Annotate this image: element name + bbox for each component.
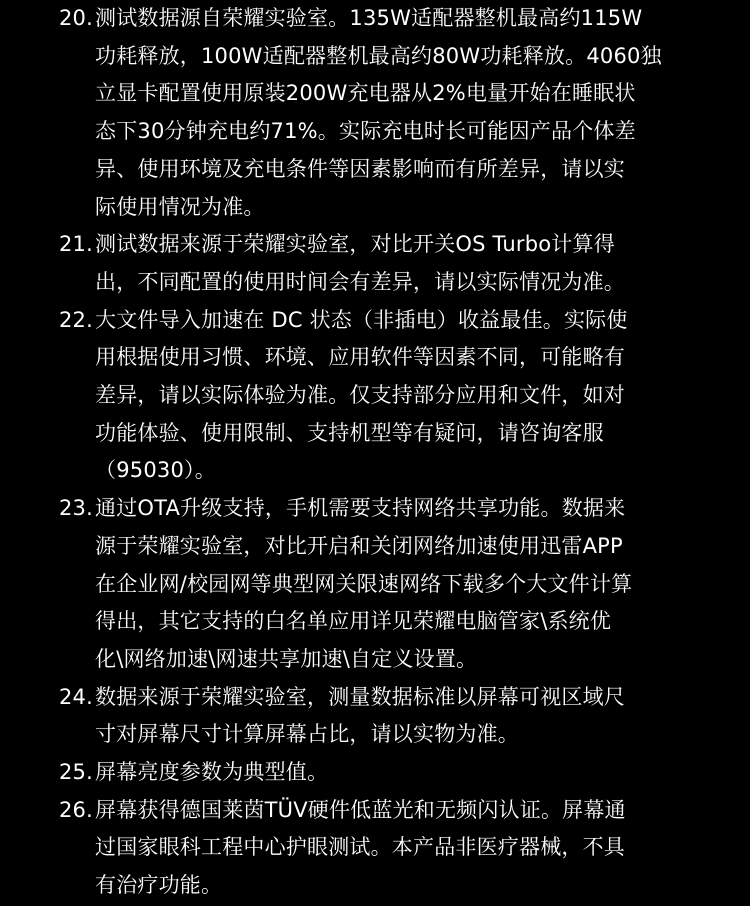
footnote-text (95, 754, 680, 792)
footnote-number: 26. (59, 797, 93, 822)
footnote-number: 23. (59, 496, 93, 521)
footnote-number: 22. (59, 307, 93, 332)
footnote-number: 25. (59, 760, 93, 785)
footnote-line: 有治疗功能。 (95, 873, 223, 898)
footnote-text (95, 679, 680, 754)
footnote-item (0, 0, 750, 226)
footnote-line: 测试数据来源于荣耀实验室，对比开关OS Turbo计算得 (95, 232, 615, 257)
footnote-line: 屏幕亮度参数为典型值。 (95, 760, 329, 785)
footnote-text (95, 792, 680, 905)
footnote-number: 20. (59, 6, 93, 30)
footnote-line: 得出，其它支持的白名单应用详见荣耀电脑管家\系统优 (95, 609, 612, 634)
footnote-line: 源于荣耀实验室，对比开启和关闭网络加速使用迅雷APP (95, 533, 623, 558)
footnote-text (95, 302, 680, 491)
footnote-line: 出，不同配置的使用时间会有差异，请以实际情况为准。 (95, 269, 625, 294)
footnote-line: 通过OTA升级支持，手机需要支持网络共享功能。数据来 (95, 496, 626, 521)
footnote-line: 用根据使用习惯、环境、应用软件等因素不同，可能略有 (95, 345, 625, 370)
footnote-line: 测试数据源自荣耀实验室。135W适配器整机最高约115W (95, 6, 643, 30)
footnote-item (0, 226, 750, 301)
footnote-item (0, 679, 750, 754)
footnote-item (0, 754, 750, 792)
footnote-line: 屏幕获得德国莱茵TÜV硬件低蓝光和无频闪认证。屏幕通 (95, 797, 626, 822)
footnote-text (95, 490, 680, 679)
footnote-line: 立显卡配置使用原装200W充电器从2%电量开始在睡眠状 (95, 81, 636, 106)
footnote-text (95, 0, 680, 226)
footnote-item (0, 792, 750, 905)
footnote-line: 过国家眼科工程中心护眼测试。本产品非医疗器械，不具 (95, 835, 625, 860)
footnote-line: 寸对屏幕尺寸计算屏幕占比，请以实物为准。 (95, 722, 519, 747)
footnote-line: 大文件导入加速在 DC 状态（非插电）收益最佳。实际使 (95, 307, 628, 332)
footnote-number: 21. (59, 232, 93, 257)
footnote-line: （95030）。 (95, 458, 216, 483)
footnote-line: 功耗释放，100W适配器整机最高约80W功耗释放。4060独 (95, 43, 662, 68)
footnote-text (95, 226, 680, 301)
footnote-item (0, 302, 750, 491)
footnote-line: 差异，请以实际体验为准。仅支持部分应用和文件，如对 (95, 383, 625, 408)
footnote-line: 在企业网/校园网等典型网关限速网络下载多个大文件计算 (95, 571, 633, 596)
footnote-number: 24. (59, 684, 93, 709)
footnote-line: 态下30分钟充电约71%。实际充电时长可能因产品个体差 (95, 119, 636, 144)
footnote-line: 际使用情况为准。 (95, 194, 265, 219)
footnote-line: 化\网络加速\网速共享加速\自定义设置。 (95, 646, 478, 671)
footnote-line: 数据来源于荣耀实验室，测量数据标准以屏幕可视区域尺 (95, 684, 625, 709)
footnote-line: 异、使用环境及充电条件等因素影响而有所差异，请以实 (95, 156, 625, 181)
footnote-line: 功能体验、使用限制、支持机型等有疑问，请咨询客服 (95, 420, 604, 445)
footnote-item (0, 490, 750, 679)
